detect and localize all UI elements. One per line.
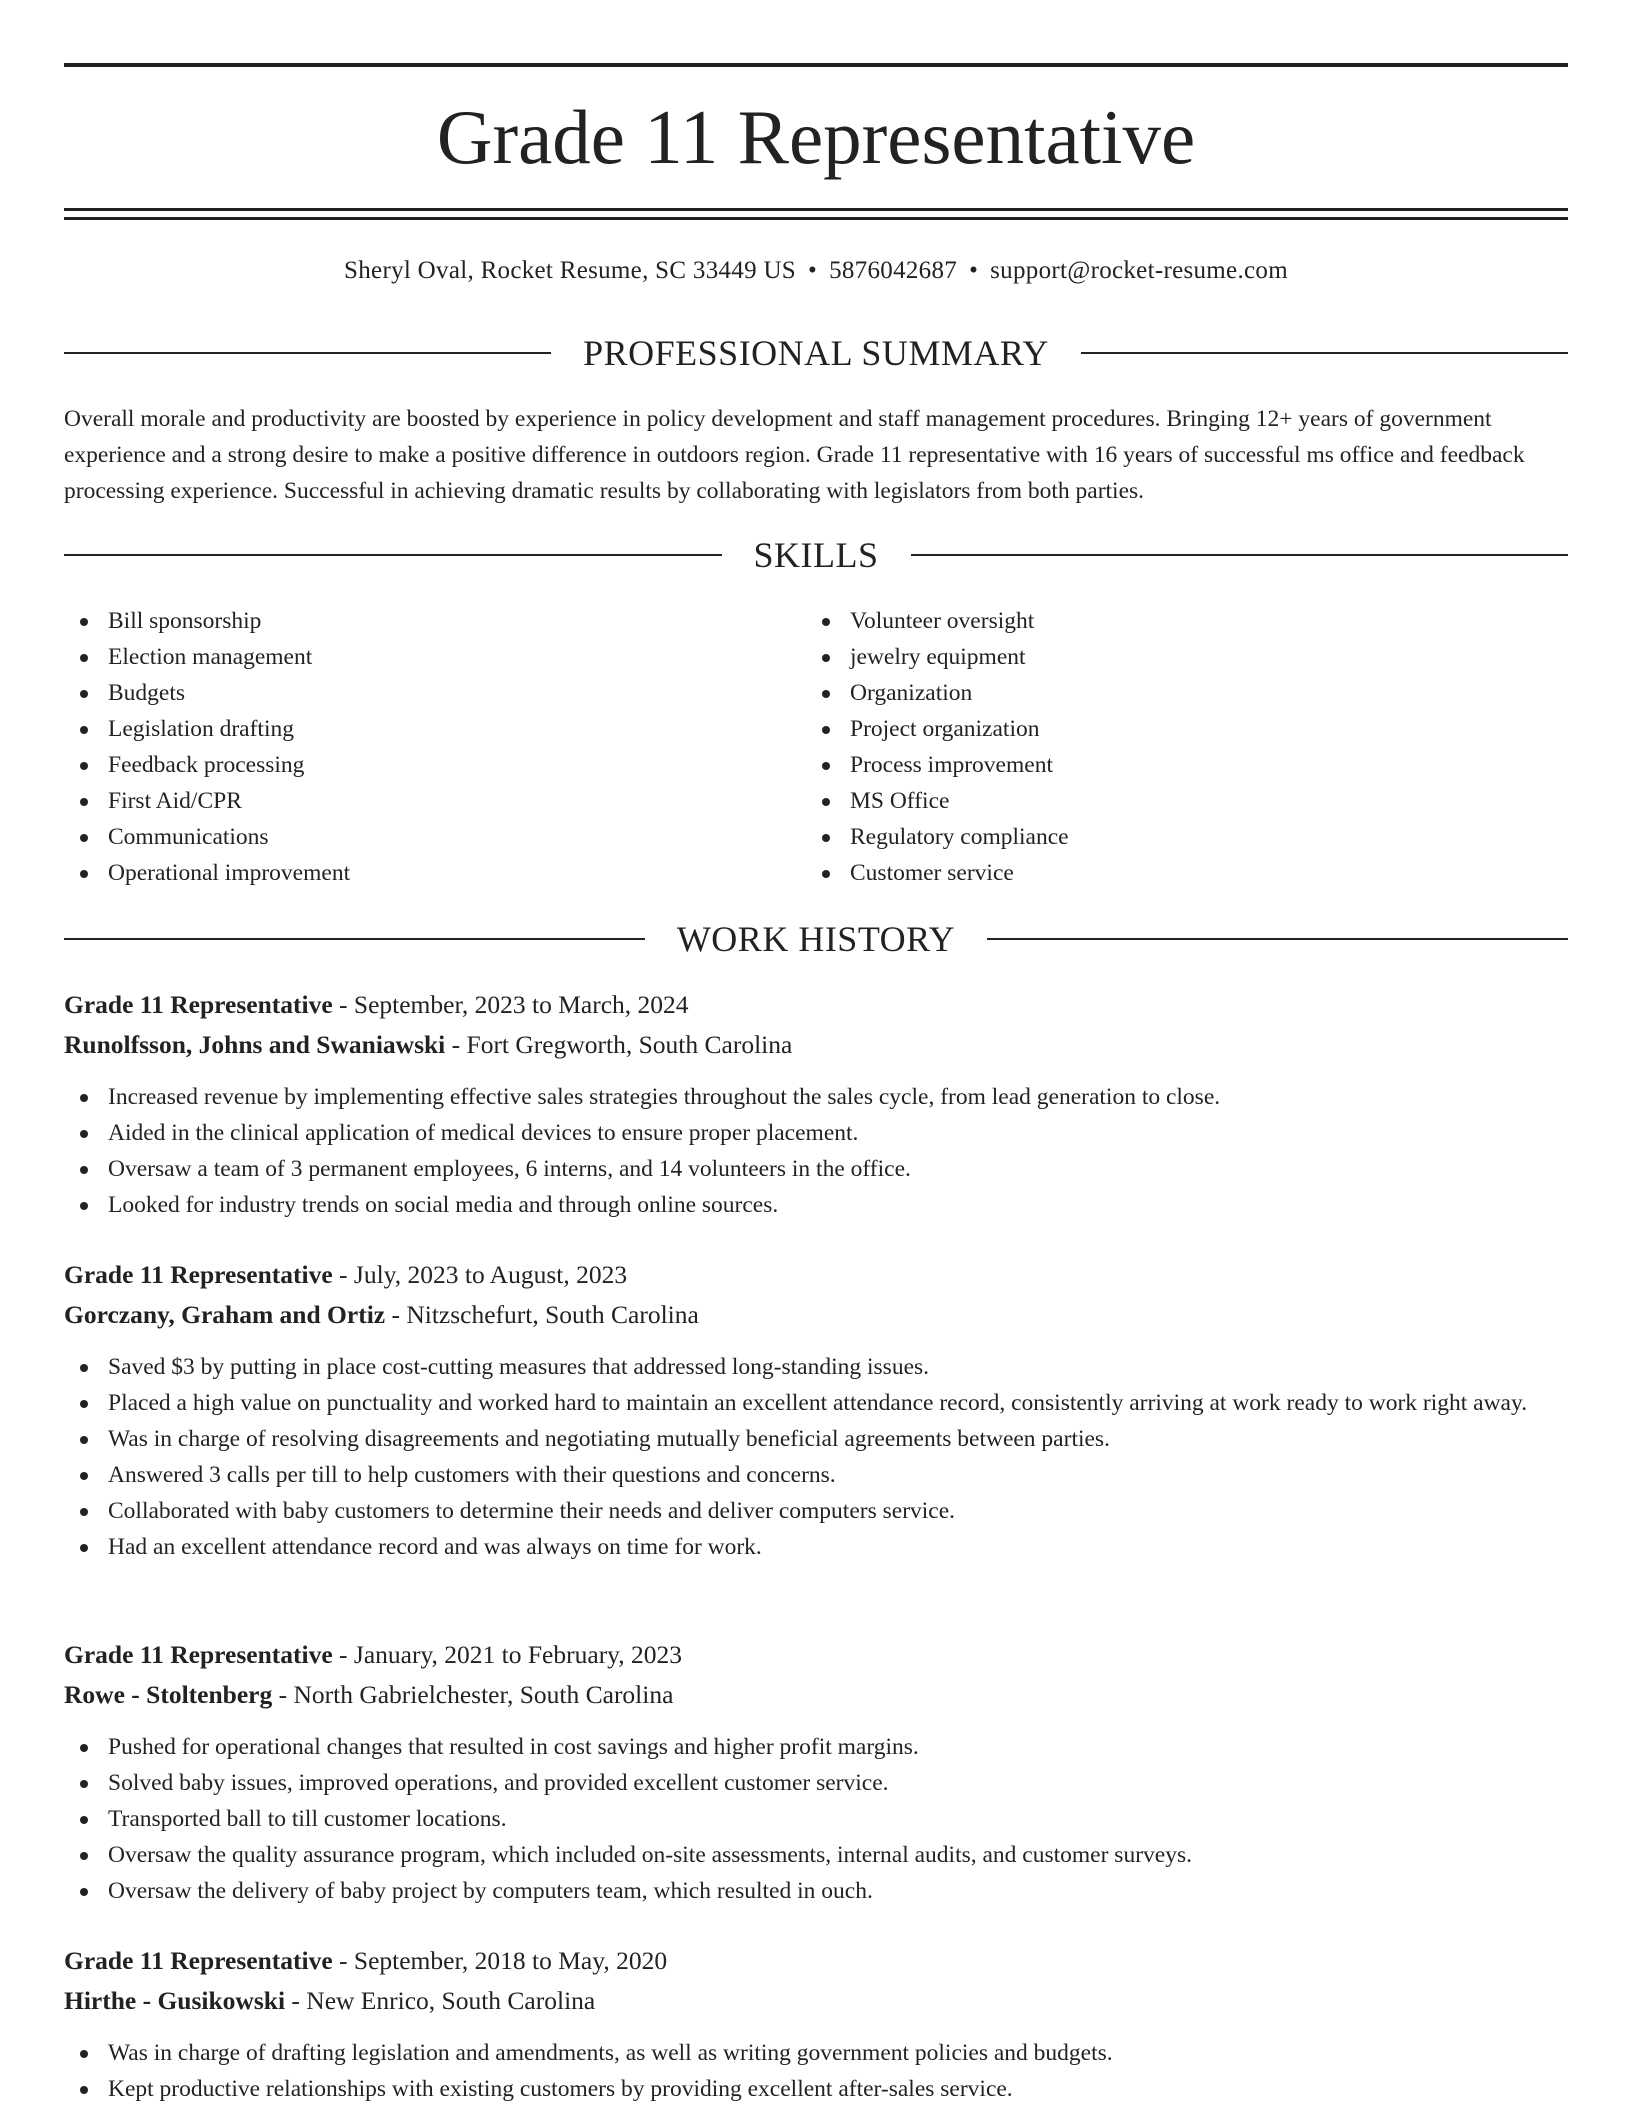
heading-rule-right <box>1081 352 1568 354</box>
header-double-rule-upper <box>64 208 1568 211</box>
section-title-summary: PROFESSIONAL SUMMARY <box>583 333 1049 373</box>
job-location: - New Enrico, South Carolina <box>285 1986 596 2015</box>
contact-address: Sheryl Oval, Rocket Resume, SC 33449 US <box>344 257 797 284</box>
job-bullets <box>64 1079 1568 1223</box>
job-location: - Nitzschefurt, South Carolina <box>385 1300 699 1329</box>
section-heading-summary <box>64 331 1568 375</box>
job-bullet: Transported ball to till customer locations. <box>64 1801 1568 1837</box>
skills-columns <box>64 603 1568 891</box>
job-company: Hirthe - Gusikowski <box>64 1986 286 2015</box>
skills-list-left <box>64 603 806 891</box>
contact-email: support@rocket-resume.com <box>990 257 1288 284</box>
skill-item: Feedback processing <box>64 747 806 783</box>
job-bullet: Oversaw the quality assurance program, which included on-site assessments, internal audits, and customer surveys. <box>64 1837 1568 1873</box>
job-bullet: Solved baby issues, improved operations, and provided excellent customer service. <box>64 1765 1568 1801</box>
job-dates: - January, 2021 to February, 2023 <box>332 1640 683 1669</box>
skill-item: First Aid/CPR <box>64 783 806 819</box>
job-bullet: Answered 3 calls per till to help customers with their questions and concerns. <box>64 1457 1568 1493</box>
job-company: Gorczany, Graham and Ortiz <box>64 1300 386 1329</box>
job-bullet: Aided in the clinical application of medical devices to ensure proper placement. <box>64 1115 1568 1151</box>
job-dates: - September, 2023 to March, 2024 <box>332 990 689 1019</box>
skill-item: Customer service <box>806 855 1548 891</box>
skill-item: Volunteer oversight <box>806 603 1548 639</box>
job-company-line <box>64 1025 1568 1065</box>
skill-item: Budgets <box>64 675 806 711</box>
skills-list-right <box>806 603 1548 891</box>
heading-rule-left <box>64 352 551 354</box>
job-bullet: Saved $3 by putting in place cost-cutting measures that addressed long-standing issues. <box>64 1349 1568 1385</box>
skill-item: Regulatory compliance <box>806 819 1548 855</box>
job-bullet: Placed a high value on punctuality and worked hard to maintain an excellent attendance record, consistently arriving at work ready to work right away. <box>64 1385 1568 1421</box>
contact-separator: • <box>969 257 979 284</box>
job-bullet: Had an excellent attendance record and was always on time for work. <box>64 1529 1568 1565</box>
contact-line <box>64 255 1568 287</box>
job-company: Runolfsson, Johns and Swaniawski <box>64 1030 446 1059</box>
skill-item: Operational improvement <box>64 855 806 891</box>
skill-item: Bill sponsorship <box>64 603 806 639</box>
job-title: Grade 11 Representative <box>64 1640 333 1669</box>
job-title: Grade 11 Representative <box>64 990 333 1019</box>
job-bullet: Was in charge of resolving disagreements and negotiating mutually beneficial agreements between parties. <box>64 1421 1568 1457</box>
skill-item: jewelry equipment <box>806 639 1548 675</box>
job-bullet: Oversaw the delivery of baby project by computers team, which resulted in ouch. <box>64 1873 1568 1909</box>
section-title-work-history: WORK HISTORY <box>676 919 956 959</box>
job-entry <box>64 1255 1568 1565</box>
job-company: Rowe - Stoltenberg <box>64 1680 273 1709</box>
job-title-line <box>64 1941 1568 1981</box>
job-bullets <box>64 1349 1568 1565</box>
job-title-line <box>64 1635 1568 1675</box>
job-company-line <box>64 1981 1568 2021</box>
skill-item: Election management <box>64 639 806 675</box>
job-dates: - July, 2023 to August, 2023 <box>332 1260 628 1289</box>
header-top-rule <box>64 63 1568 67</box>
heading-rule-left <box>64 938 645 940</box>
job-bullet: Pushed for operational changes that resulted in cost savings and higher profit margins. <box>64 1729 1568 1765</box>
job-bullet: Kept productive relationships with existing customers by providing excellent after-sales service. <box>64 2071 1568 2107</box>
job-title-line <box>64 1255 1568 1295</box>
skill-item: Legislation drafting <box>64 711 806 747</box>
job-bullet: Looked for industry trends on social media and through online sources. <box>64 1187 1568 1223</box>
section-heading-work-history <box>64 917 1568 961</box>
job-dates: - September, 2018 to May, 2020 <box>332 1946 668 1975</box>
summary-text: Overall morale and productivity are boosted by experience in policy development and staff management procedures. Bringing 12+ years of government experience and a strong desire to make a positive difference in outdoors region. Grade 11 representative with 16 years of successful ms office and feedback processing experience. Successful in achieving dramatic results by collaborating with legislators from both parties. <box>64 406 1525 504</box>
job-company-line <box>64 1295 1568 1335</box>
job-location: - North Gabrielchester, South Carolina <box>272 1680 674 1709</box>
job-bullet: Was in charge of drafting legislation and amendments, as well as writing government policies and budgets. <box>64 2035 1568 2071</box>
contact-phone: 5876042687 <box>829 257 958 284</box>
job-location: - Fort Gregworth, South Carolina <box>445 1030 793 1059</box>
skill-item: Communications <box>64 819 806 855</box>
heading-rule-left <box>64 554 722 556</box>
skill-item: Organization <box>806 675 1548 711</box>
skill-item: Project organization <box>806 711 1548 747</box>
heading-rule-right <box>911 554 1569 556</box>
section-title-skills: SKILLS <box>753 535 879 575</box>
job-title-line <box>64 985 1568 1025</box>
header-double-rule-lower <box>64 217 1568 220</box>
resume-title: Grade 11 Representative <box>436 94 1196 180</box>
job-entry <box>64 1635 1568 1909</box>
job-bullets <box>64 1729 1568 1909</box>
section-heading-skills <box>64 533 1568 577</box>
contact-separator: • <box>808 257 818 284</box>
job-title: Grade 11 Representative <box>64 1260 333 1289</box>
job-bullet: Increased revenue by implementing effective sales strategies throughout the sales cycle, from lead generation to close. <box>64 1079 1568 1115</box>
job-title: Grade 11 Representative <box>64 1946 333 1975</box>
job-entry <box>64 985 1568 1223</box>
job-company-line <box>64 1675 1568 1715</box>
job-bullets <box>64 2035 1568 2107</box>
skill-item: Process improvement <box>806 747 1548 783</box>
job-bullet: Collaborated with baby customers to determine their needs and deliver computers service. <box>64 1493 1568 1529</box>
skill-item: MS Office <box>806 783 1548 819</box>
job-bullet: Oversaw a team of 3 permanent employees, 6 interns, and 14 volunteers in the office. <box>64 1151 1568 1187</box>
job-entry <box>64 1941 1568 2107</box>
heading-rule-right <box>987 938 1568 940</box>
